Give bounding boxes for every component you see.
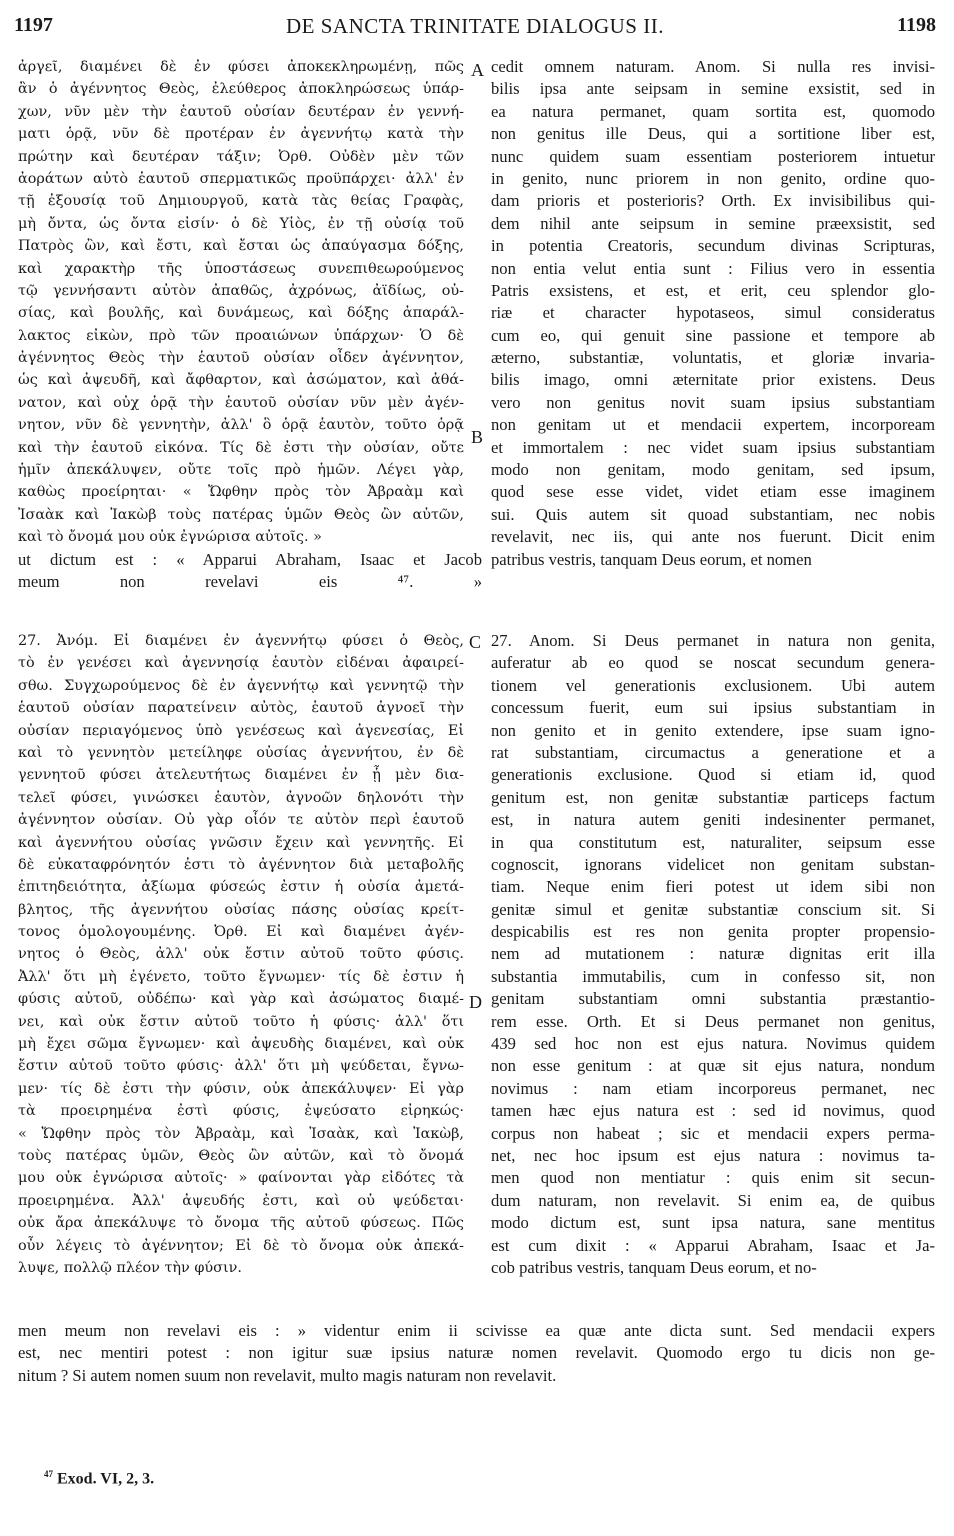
- latin-line: Patris exsistens, et est, et erit, ceu splendor glo-: [491, 280, 935, 300]
- margin-marker-a: A: [471, 60, 484, 80]
- latin-column-top: [491, 56, 935, 571]
- latin-line: auferatur ab eo quod se noscat secundum genera-: [491, 653, 935, 673]
- greek-line: καθὼς προείρηται· « Ὤφθην πρὸς τὸν Ἀβραὰμ καὶ: [18, 484, 464, 501]
- greek-line: μου οὐκ ἐγνώρισα αὐτοῖς· » φαίνονται γὰρ εἰδότες τὰ: [18, 1170, 464, 1187]
- greek-line: προειρημένα. Ἀλλ' ἀψευδής ἐστι, καὶ οὐ ψεύδεται·: [18, 1192, 464, 1209]
- greek-line: λυψε, πολλῷ πλέον τὴν φύσιν.: [18, 1259, 242, 1276]
- greek-line: νητος ὁ Θεὸς, ἀλλ' οὐκ ἔστιν αὐτοῦ τοῦτο φύσις.: [18, 946, 464, 963]
- greek-line: καὶ τὴν ἑαυτοῦ εἰκόνα. Τίς δὲ ἐστι τὴν οὐσίαν, οὔτε: [18, 439, 464, 456]
- latin-line: genitam substantiam omni substantia præstantio-: [491, 989, 935, 1009]
- latin-line: cognoscit, ignorans videlicet non genitam substan-: [491, 854, 935, 874]
- latin-line: cedit omnem naturam. Anom. Si nulla res invisi-: [491, 57, 935, 76]
- greek-line: δὲ εὐκαταφρόνητόν ἐστι τὸ ἀγέννητον διὰ μεταβολῆς: [18, 856, 464, 873]
- latin-line: dum naturam, non revelavit. Si enim ea, de quibus: [491, 1190, 935, 1210]
- greek-line: Πατρὸς ὢν, καὶ ἔστι, καὶ ἔσται ὡς ἀπαύγασμα δόξης,: [18, 238, 464, 255]
- greek-line: χων, νῦν μὲν τὴν ἑαυτοῦ οὐσίαν δευτέραν ἐν γεννή-: [18, 103, 464, 120]
- greek-line: βλητος, τῆς ἀγεννήτου οὐσίας πάσης οὐσίας κρείτ-: [18, 901, 464, 918]
- latin-line: nem ad mutationem : naturæ dignitas erit illa: [491, 944, 935, 964]
- greek-line: ἑαυτοῦ οὐσίαν παρατείνειν αὐτὸς, ἑαυτοῦ ἀγνοεῖ τὴν: [18, 700, 464, 717]
- greek-line: καὶ τὸ γεννητὸν μετείληφε οὐσίας ἀγεννήτου, ἐν δὲ: [18, 744, 464, 761]
- greek-line: πρώτην καὶ δευτέραν τάξιν; Ὀρθ. Οὐδὲν μὲν τῶν: [18, 148, 464, 165]
- greek-column-bottom: [18, 630, 464, 1279]
- latin-line: 27. Anom. Si Deus permanet in natura non genita,: [491, 631, 935, 650]
- greek-line: νει, καὶ οὐκ ἔστιν αὐτοῦ τοῦτο ἡ φύσις· ἀλλ' ὅτι: [18, 1013, 464, 1030]
- latin-line: sui. Quis autem sit quoad substantiam, nec nobis: [491, 504, 935, 524]
- latin-line: substantia immutabilis, cum in confesso sit, non: [491, 966, 935, 986]
- greek-line: καὶ ἀγεννήτου οὐσίας γνῶσιν ἔχειν καὶ γεννητῆς. Εἰ: [18, 834, 464, 851]
- greek-line: μὴ ἔχει σῶμα ἔγνωμεν· καὶ ἀψευδὴς διαμένει, καὶ οὐκ: [18, 1036, 464, 1053]
- latin-line: non entia velut entia sunt : Filius vero in essentia: [491, 258, 935, 278]
- greek-line: οὐκ ἄρα ἀπεκάλυψε τὸ ὄνομα τῆς αὐτοῦ φύσεως. Πῶς: [18, 1215, 464, 1232]
- latin-line: patribus vestris, tanquam Deus eorum, et nomen: [491, 549, 812, 569]
- latin-line: in potentia Creatoris, secundum divinas Scripturas,: [491, 236, 935, 256]
- footnote: [44, 1469, 154, 1488]
- latin-line: modo non genitam, modo genitam, sed ipsum,: [491, 460, 935, 480]
- latin-line: cob patribus vestris, tanquam Deus eorum, et no-: [491, 1257, 817, 1277]
- greek-line: ἀοράτων αὐτὸ ἑαυτοῦ σπερματικῶς προϋπάρχει· ἀλλ' ἐν: [18, 170, 464, 187]
- footnote-mark: 47: [44, 1469, 53, 1479]
- greek-line: τὰ προειρημένα ἐστὶ φύσις, ἐψεύσατο εἰρηκώς·: [18, 1103, 464, 1120]
- latin-line: est cum dixit : « Apparui Abraham, Isaac et Ja-: [491, 1235, 935, 1255]
- latin-line: net, nec hoc ipsum est ejus natura : novimus ta-: [491, 1145, 935, 1165]
- latin-line: rem esse. Orth. Et si Deus permanet non genitus,: [491, 1011, 935, 1031]
- greek-line: μὴ ὄντα, ὡς ὄντα εἰσίν· ὁ δὲ Υἱὸς, ἐν τῇ οὐσίᾳ τοῦ: [18, 215, 464, 232]
- greek-line: « Ὤφθην πρὸς τὸν Ἀβραὰμ, καὶ Ἰσαὰκ, καὶ Ἰακὼβ,: [18, 1125, 464, 1142]
- latin-line: meum non revelavi eis ⁴⁷. »: [18, 572, 482, 592]
- greek-line: φύσις αὐτοῦ, οὐδέπω· καὶ γὰρ καὶ ἀσώματος διαμέ-: [18, 991, 464, 1008]
- greek-line: ἔστιν αὐτοῦ τοῦτο φύσις· ἀλλ' ὅτι μὴ ψεύδεται, ἔγνω-: [18, 1058, 464, 1075]
- latin-line: est, nec mentiri potest : non igitur suæ ipsius naturæ nomen revelavit. Quomodo ergo tu dicis non ge-: [18, 1343, 935, 1363]
- latin-line: tiam. Neque enim fieri potest ut idem sibi non: [491, 877, 935, 897]
- greek-line: ματι ὁρᾷ, νῦν δὲ προτέραν ἐν ἀγεννήτῳ κατὰ τὴν: [18, 126, 464, 143]
- greek-line: ἐπιτηδειότητα, ἀξίωμα φύσεώς ἐστιν ἡ οὐσία ἀμετά-: [18, 879, 464, 896]
- latin-line: rat substantiam, circumactus a generatione et a: [491, 742, 935, 762]
- latin-line: modo dictum est, sunt ipsa natura, sane mentitus: [491, 1213, 935, 1233]
- margin-marker-b: B: [471, 427, 484, 447]
- latin-line: æterno, substantiæ, voluntatis, et gloriæ invaria-: [491, 348, 935, 368]
- latin-continuation-top: [18, 549, 482, 594]
- greek-line: ἀγέννητον οὐσίαν. Οὐ γὰρ οἷόν τε αὐτὸν περὶ ἑαυτοῦ: [18, 812, 464, 829]
- latin-line: 439 sed hoc non est ejus natura. Novimus quidem: [491, 1034, 935, 1054]
- latin-line: genitæ simul et genitæ substantiæ conscium sit. Si: [491, 899, 935, 919]
- latin-line: non genito et in genito extendere, ipse suam igno-: [491, 720, 935, 740]
- latin-line: dem nihil ante seipsum in semine præexsistit, sed: [491, 213, 935, 233]
- greek-line: οὐσίαν περιαγόμενος ὑπὸ γενέσεως καὶ ἀγενεσίας, Εἰ: [18, 722, 464, 739]
- latin-line: non genitus ille Deus, qui a sortitione liber est,: [491, 124, 935, 144]
- latin-line: tamen hæc ejus natura est : sed id novimus, quod: [491, 1101, 935, 1121]
- greek-line: νατον, καὶ οὐχ ὁρᾷ τὴν ἑαυτοῦ οὐσίαν νῦν μὲν ἀγέν-: [18, 394, 464, 411]
- latin-line: et immortalem : nec videt suam ipsius substantiam: [491, 437, 935, 457]
- latin-line: men quod non mentiatur : quis enim sit secun-: [491, 1168, 935, 1188]
- latin-line: nitum ? Si autem nomen suum non revelavit, multo magis naturam non revelavit.: [18, 1365, 557, 1385]
- greek-line: σθω. Συγχωρούμενος δὲ ἐν ἀγεννήτῳ καὶ γεννητῷ τὴν: [18, 677, 464, 694]
- greek-line: νητον, νῦν δὲ γεννητὴν, ἀλλ' ὃ ὁρᾷ ἑαυτὸν, τοῦτο ὁρᾷ: [18, 417, 464, 434]
- greek-line: ἀγέννητος Θεὸς τὴν ἑαυτοῦ οὐσίαν οἶδεν ἀγέννητον,: [18, 350, 464, 367]
- greek-line: γεννητοῦ φύσει ἀτελευτήτως διαμένει ἐν ᾗ μὲν δια-: [18, 767, 464, 784]
- greek-line: σίας, καὶ βουλῆς, καὶ δυνάμεως, καὶ δόξης ἀπαράλ-: [18, 305, 464, 322]
- latin-line: genitum est, non genitæ substantiæ particeps factum: [491, 787, 935, 807]
- greek-line: λακτος εἰκὼν, πρὸ τῶν προαιώνων ὑπάρχων· Ὁ δὲ: [18, 327, 464, 344]
- latin-line: non genitam ut et mendacii expertem, incorpoream: [491, 415, 935, 435]
- greek-line: τοὺς πατέρας ὑμῶν, Θεὸς ὢν αὐτῶν, καὶ τὸ ὄνομά: [18, 1147, 464, 1164]
- latin-line: novimus : nam etiam incorporeus permanet, nec: [491, 1078, 935, 1098]
- latin-line: est, in natura autem geniti indesinenter permanet,: [491, 810, 935, 830]
- running-title: DE SANCTA TRINITATE DIALOGUS II.: [286, 14, 664, 38]
- latin-line: ut dictum est : « Apparui Abraham, Isaac et Jacob: [18, 550, 482, 569]
- latin-line: in genito, nunc priorem in non genito, ordine quo-: [491, 168, 935, 188]
- latin-line: bilis imago, omni æternitate prior existens. Deus: [491, 370, 935, 390]
- greek-line: τελεῖ φύσει, γινώσκει ἑαυτὸν, ἀγνοῶν δηλονότι τὴν: [18, 789, 464, 806]
- greek-line: Ἰσαὰκ καὶ Ἰακὼβ τοὺς πατέρας ὑμῶν Θεὸς ὢν αὐτῶν,: [18, 506, 464, 523]
- latin-line: corpus non habeat ; sic et mendacii expers perma-: [491, 1123, 935, 1143]
- latin-line: nunc quidem suam essentiam posteriorem intuetur: [491, 146, 935, 166]
- margin-marker-d: D: [469, 992, 482, 1012]
- greek-line: ἀργεῖ, διαμένει δὲ ἐν φύσει ἀποκεκληρωμένῃ, πῶς: [18, 59, 464, 75]
- page-header: [14, 14, 936, 44]
- latin-line: generationis exclusione. Quod si etiam id, quod: [491, 765, 935, 785]
- greek-line: τῷ γεννήσαντι αὐτὸν ἀπαθῶς, ἀχρόνως, ἀϊδίως, οὐ-: [18, 282, 464, 299]
- greek-line: τονος ὁμολογουμένης. Ὀρθ. Εἰ καὶ διαμένει ἀγέν-: [18, 924, 464, 941]
- latin-line: ea natura permanet, quam sortita est, quomodo: [491, 101, 935, 121]
- latin-line: riæ et character hypotaseos, simul consideratus: [491, 303, 935, 323]
- greek-column-top: [18, 56, 464, 549]
- greek-line: καὶ τὸ ὄνομά μου οὐκ ἐγνώρισα αὐτοῖς. »: [18, 529, 322, 546]
- footnote-text: Exod. VI, 2, 3.: [57, 1470, 155, 1488]
- latin-column-bottom: [491, 630, 935, 1279]
- latin-line: cum eo, qui genuit sine passione et tempore ab: [491, 325, 935, 345]
- latin-line: vero non genitus novit suam ipsius substantiam: [491, 392, 935, 412]
- greek-line: τῇ ἐξουσίᾳ τοῦ Δημιουργοῦ, κατὰ τὰς θείας Γραφὰς,: [18, 193, 464, 210]
- full-width-paragraph: [18, 1320, 935, 1387]
- margin-marker-c: C: [469, 632, 482, 652]
- greek-line: ὡς καὶ ἀψευδῆ, καὶ ἄφθαρτον, καὶ ἀσώματον, καὶ ἀθά-: [18, 372, 464, 389]
- greek-line: ἂν ὁ ἀγέννητος Θεὸς, ἐλεύθερος ἀποκληρώσεως ὑπάρ-: [18, 81, 464, 98]
- latin-line: tionem vel generationis exclusionem. Ubi autem: [491, 675, 935, 695]
- latin-line: concessum fuerit, eum sui ipsius substantiam in: [491, 698, 935, 718]
- latin-line: revelavit, nec iis, qui ante nos fuerunt. Dicit enim: [491, 527, 935, 547]
- greek-line: μεν· τίς δὲ ἐστι τὴν φύσιν, οὐκ ἀπεκάλυψεν· Εἰ γὰρ: [18, 1080, 464, 1097]
- latin-line: non esse genitum : at quæ sit ejus natura, nondum: [491, 1056, 935, 1076]
- page-number-right: 1198: [897, 14, 936, 36]
- greek-line: οὖν λέγεις τὸ ἀγέννητον; Εἰ δὲ τὸ ὄνομα οὐκ ἀπεκά-: [18, 1237, 464, 1254]
- greek-line: Ἀλλ' ὅτι μὴ ἐγένετο, τοῦτο ἔγνωμεν· τίς δὲ ἐστιν ἡ: [18, 968, 464, 985]
- greek-line: καὶ χαρακτὴρ τῆς ὑποστάσεως συνεπιθεωρούμενος: [18, 260, 464, 277]
- latin-line: bilis ipsa ante seipsam in semine exsistit, sed in: [491, 79, 935, 99]
- latin-line: men meum non revelavi eis : » videntur enim ii scivisse ea quæ ante dicta sunt. Sed mendacii expers: [18, 1321, 935, 1340]
- latin-line: dam prioris et posterioris? Orth. Ex invisibilibus qui-: [491, 191, 935, 211]
- greek-line: ἡμῖν ἀπεκάλυψεν, οὔτε τοῖς πρὸ ἡμῶν. Λέγει γὰρ,: [18, 462, 464, 479]
- greek-line: τὸ ἐν γενέσει καὶ ἀγεννησίᾳ ἑαυτὸν εἰδέναι ἀφαιρεί-: [18, 655, 464, 672]
- latin-line: quod sese esse videt, videt etiam esse imaginem: [491, 482, 935, 502]
- latin-line: despicabilis est res non genita propter propensio-: [491, 922, 935, 942]
- latin-line: in qua constitutum est, naturaliter, seipsum esse: [491, 832, 935, 852]
- greek-line: 27. Ἀνόμ. Εἰ διαμένει ἐν ἀγεννήτῳ φύσει ὁ Θεὸς,: [18, 633, 464, 649]
- page-number-left: 1197: [14, 14, 53, 36]
